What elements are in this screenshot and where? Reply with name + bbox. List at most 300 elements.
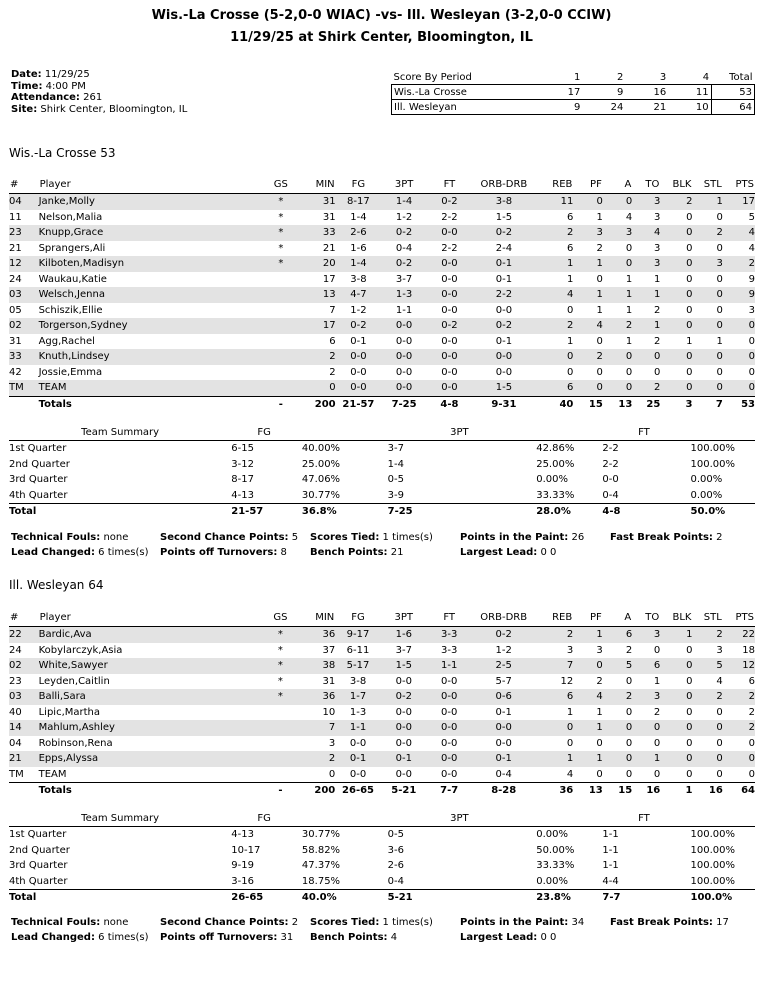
cell-pts: 2 xyxy=(748,706,755,718)
date-line: Date: 11/29/25 xyxy=(11,69,90,80)
total-pts: 53 xyxy=(723,396,755,412)
cell-player: Knupp,Grace xyxy=(39,225,264,241)
misc-tied: Scores Tied: 1 times(s) xyxy=(310,917,433,928)
cell-pf: 0 xyxy=(596,737,603,749)
cell-ft: 0-0 xyxy=(441,675,458,687)
summary-cell: 1-1 xyxy=(602,844,619,856)
summary-ft-header: FT xyxy=(602,811,685,827)
cell-to: 2 xyxy=(653,706,661,718)
misc-second: Second Chance Points: 5 xyxy=(160,532,299,543)
cell-ft: 0-0 xyxy=(427,349,472,365)
misc-tech: Technical Fouls: none xyxy=(11,532,129,543)
cell-pts: 0 xyxy=(723,318,755,334)
cell-player: Nelson,Malia xyxy=(38,211,103,223)
cell-player: Welsch,Jenna xyxy=(39,287,264,303)
cell-pts: 6 xyxy=(748,675,755,687)
cell-pts: 0 xyxy=(748,335,755,347)
player-row xyxy=(9,241,755,257)
summary-total-cell: 40.0% xyxy=(297,890,388,906)
cell-to: 0 xyxy=(653,366,661,378)
column-header-ft: FT xyxy=(427,176,472,194)
cell-to: 3 xyxy=(653,211,661,223)
summary-cell: 9-19 xyxy=(231,860,254,872)
cell-pts: 4 xyxy=(748,242,755,254)
summary-cell: 10-17 xyxy=(231,844,261,856)
summary-total-cell: 100.0% xyxy=(686,890,756,906)
summary-row xyxy=(9,457,755,473)
summary-cell: 47.37% xyxy=(301,860,341,872)
summary-total-cell: Total xyxy=(9,504,231,520)
cell-pf: 2 xyxy=(573,349,602,365)
cell-min: 2 xyxy=(329,366,336,378)
player-row xyxy=(9,627,755,643)
cell-to: 1 xyxy=(653,675,661,687)
player-row xyxy=(9,689,755,705)
cell-fg: 1-6 xyxy=(350,242,367,254)
cell-pts: 0 xyxy=(723,349,755,365)
cell-number: TM xyxy=(9,768,24,780)
cell-reb: 1 xyxy=(567,335,574,347)
cell-pf: 1 xyxy=(573,256,602,272)
cell-fg: 0-0 xyxy=(350,366,367,378)
cell-blk: 0 xyxy=(686,211,693,223)
summary-cell: 1-1 xyxy=(602,829,619,841)
summary-cell: 47.06% xyxy=(301,474,341,486)
cell-blk: 0 xyxy=(660,318,692,334)
cell-orb-drb: 0-2 xyxy=(472,225,536,241)
cell-number: 23 xyxy=(9,675,22,687)
player-row xyxy=(9,303,755,319)
summary-cell: 0-4 xyxy=(602,489,619,501)
cell-gs xyxy=(263,334,298,350)
cell-stl: 0 xyxy=(693,380,723,396)
cell-blk: 0 xyxy=(660,256,692,272)
cell-a: 0 xyxy=(625,768,633,780)
cell-blk: 0 xyxy=(686,644,693,656)
cell-stl: 4 xyxy=(716,675,723,687)
cell-reb: 1 xyxy=(566,706,574,718)
cell-number: 40 xyxy=(9,706,22,718)
cell-number: 14 xyxy=(9,720,39,736)
cell-orb-drb: 0-0 xyxy=(495,737,512,749)
cell-gs: * xyxy=(263,225,298,241)
summary-cell: 0.00% xyxy=(690,474,723,486)
summary-cell: 25.00% xyxy=(536,458,575,470)
cell-min: 10 xyxy=(322,706,336,718)
total-reb: 40 xyxy=(536,396,573,412)
cell-3pt: 0-2 xyxy=(381,225,427,241)
cell-gs: * xyxy=(263,256,298,272)
cell-pf: 0 xyxy=(573,380,602,396)
cell-reb: 11 xyxy=(536,194,573,210)
cell-ft: 0-0 xyxy=(427,380,472,396)
cell-blk: 1 xyxy=(686,335,693,347)
cell-orb-drb: 1-5 xyxy=(472,380,536,396)
cell-reb: 0 xyxy=(536,720,574,736)
cell-fg: 9-17 xyxy=(335,627,381,643)
cell-stl: 2 xyxy=(692,689,722,705)
cell-blk: 0 xyxy=(686,675,693,687)
cell-number: 24 xyxy=(9,273,22,285)
cell-player: Jossie,Emma xyxy=(38,366,103,378)
cell-blk: 0 xyxy=(660,689,692,705)
cell-ft: 0-0 xyxy=(441,706,458,718)
cell-min: 7 xyxy=(298,720,335,736)
cell-gs xyxy=(263,287,298,303)
summary-cell: 40.00% xyxy=(301,443,341,455)
cell-min: 0 xyxy=(328,768,336,780)
cell-reb: 0 xyxy=(536,349,573,365)
cell-ft: 0-0 xyxy=(427,720,472,736)
cell-blk: 0 xyxy=(660,225,692,241)
cell-a: 5 xyxy=(603,658,632,674)
misc-tied: Scores Tied: 1 times(s) xyxy=(310,532,433,543)
cell-pts: 0 xyxy=(748,737,755,749)
summary-cell: 6-15 xyxy=(231,443,254,455)
summary-total-cell: 26-65 xyxy=(231,890,297,906)
cell-orb-drb: 0-2 xyxy=(472,627,536,643)
column-header-player: Player xyxy=(39,609,263,627)
total-number xyxy=(9,783,39,799)
cell-orb-drb: 0-0 xyxy=(495,366,513,378)
cell-reb: 2 xyxy=(536,225,573,241)
summary-cell: 100.00% xyxy=(690,829,735,841)
cell-ft: 0-0 xyxy=(427,225,472,241)
summary-total-cell: 23.8% xyxy=(531,890,602,906)
cell-3pt: 1-6 xyxy=(381,627,427,643)
misc-largest: Largest Lead: 0 0 xyxy=(460,932,557,943)
misc-bench: Bench Points: 21 xyxy=(310,547,404,558)
cell-stl: 0 xyxy=(692,720,722,736)
cell-player: Kobylarczyk,Asia xyxy=(38,644,123,656)
cell-gs xyxy=(263,303,298,319)
cell-fg: 1-1 xyxy=(335,720,381,736)
summary-row xyxy=(9,827,755,843)
cell-a: 6 xyxy=(603,627,632,643)
player-row xyxy=(9,658,755,674)
cell-pts: 4 xyxy=(723,225,755,241)
summary-cell: 4-13 xyxy=(231,829,254,841)
cell-blk: 0 xyxy=(686,273,693,285)
cell-3pt: 0-0 xyxy=(381,349,427,365)
cell-reb: 4 xyxy=(566,768,574,780)
cell-gs xyxy=(263,365,298,381)
summary-row xyxy=(9,858,755,874)
cell-gs xyxy=(263,705,298,721)
summary-row xyxy=(9,874,755,890)
cell-ft: 0-0 xyxy=(441,273,458,285)
summary-cell: 25.00% xyxy=(301,458,341,470)
cell-ft: 0-0 xyxy=(441,366,458,378)
cell-orb-drb: 5-7 xyxy=(495,675,512,687)
cell-min: 20 xyxy=(298,256,335,272)
cell-reb: 2 xyxy=(536,318,573,334)
total-blk: 1 xyxy=(660,783,692,799)
cell-3pt: 0-2 xyxy=(381,689,427,705)
cell-a: 1 xyxy=(625,304,633,316)
column-header-gs: GS xyxy=(263,176,298,194)
cell-player: Agg,Rachel xyxy=(38,335,95,347)
box-score-table xyxy=(9,609,755,799)
cell-pf: 2 xyxy=(596,242,603,254)
cell-blk: 1 xyxy=(660,627,692,643)
cell-a: 1 xyxy=(625,273,633,285)
summary-total-cell: 28.0% xyxy=(531,504,602,520)
cell-3pt: 0-0 xyxy=(395,737,412,749)
cell-3pt: 0-0 xyxy=(395,768,412,780)
cell-to: 1 xyxy=(653,273,661,285)
cell-stl: 2 xyxy=(693,225,723,241)
cell-gs: * xyxy=(263,689,298,705)
total-min: 200 xyxy=(298,783,335,799)
cell-min: 37 xyxy=(322,644,336,656)
summary-cell: 0-5 xyxy=(387,474,404,486)
misc-paint: Points in the Paint: 34 xyxy=(460,917,585,928)
cell-reb: 0 xyxy=(567,304,574,316)
column-header-blk: BLK xyxy=(660,609,692,627)
cell-pts: 22 xyxy=(723,627,755,643)
report-subtitle: 11/29/25 at Shirk Center, Bloomington, IL xyxy=(230,30,533,45)
cell-ft: 2-2 xyxy=(441,242,458,254)
cell-stl: 0 xyxy=(716,366,723,378)
total-reb: 36 xyxy=(536,783,574,799)
player-row xyxy=(9,194,755,210)
cell-fg: 2-6 xyxy=(336,225,382,241)
cell-blk: 0 xyxy=(660,380,692,396)
cell-pf: 0 xyxy=(596,768,603,780)
cell-ft: 0-0 xyxy=(441,304,458,316)
column-header-number: # xyxy=(9,176,39,194)
cell-player: Sprangers,Ali xyxy=(38,242,106,254)
summary-cell: 100.00% xyxy=(690,860,735,872)
cell-orb-drb: 0-1 xyxy=(495,706,512,718)
cell-pts: 17 xyxy=(723,194,755,210)
cell-reb: 0 xyxy=(567,366,574,378)
cell-ft: 3-3 xyxy=(427,627,472,643)
cell-reb: 6 xyxy=(567,242,574,254)
cell-min: 17 xyxy=(322,273,336,285)
cell-to: 1 xyxy=(632,318,660,334)
cell-gs xyxy=(263,318,298,334)
cell-gs: * xyxy=(277,644,283,656)
misc-largest: Largest Lead: 0 0 xyxy=(460,547,557,558)
score-by-period-title: Score By Period xyxy=(393,71,472,83)
cell-ft: 1-1 xyxy=(427,658,472,674)
cell-3pt: 0-0 xyxy=(381,318,427,334)
cell-pf: 1 xyxy=(596,211,603,223)
summary-cell: 2nd Quarter xyxy=(9,458,70,470)
summary-cell: 1st Quarter xyxy=(9,829,67,841)
summary-cell: 33.33% xyxy=(536,489,575,501)
cell-player: White,Sawyer xyxy=(39,658,263,674)
cell-3pt: 0-0 xyxy=(395,675,412,687)
cell-ft: 0-0 xyxy=(427,751,472,767)
column-header-stl: STL xyxy=(692,609,722,627)
cell-stl: 0 xyxy=(693,349,723,365)
cell-fg: 1-3 xyxy=(349,706,367,718)
cell-stl: 0 xyxy=(716,273,723,285)
summary-fg-header: FG xyxy=(231,811,297,827)
total-to: 25 xyxy=(632,396,660,412)
score-by-period-table: Score By Period 1 2 3 4 Total Wis.-La Crosse 17 9 16 11 53 Ill. Wesleyan 9 24 21 10 64 xyxy=(393,71,753,113)
cell-3pt: 0-0 xyxy=(381,720,427,736)
cell-reb: 2 xyxy=(536,627,574,643)
player-row xyxy=(9,720,755,736)
cell-to: 0 xyxy=(632,349,660,365)
cell-a: 0 xyxy=(625,675,633,687)
cell-3pt: 1-1 xyxy=(395,304,413,316)
cell-pts: 2 xyxy=(723,689,755,705)
total-number xyxy=(9,396,39,412)
summary-total-cell: 50.0% xyxy=(686,504,756,520)
player-row xyxy=(9,210,755,226)
summary-total-cell: 7-25 xyxy=(388,504,532,520)
cell-3pt: 0-2 xyxy=(381,256,427,272)
column-header-min: MIN xyxy=(298,609,335,627)
cell-fg: 1-4 xyxy=(336,256,382,272)
cell-player: Epps,Alyssa xyxy=(39,751,263,767)
cell-stl: 0 xyxy=(716,242,723,254)
cell-blk: 0 xyxy=(686,304,693,316)
cell-stl: 0 xyxy=(693,318,723,334)
misc-lead: Lead Changed: 6 times(s) xyxy=(11,932,149,943)
summary-cell: 100.00% xyxy=(690,458,735,470)
summary-cell: 33.33% xyxy=(536,860,575,872)
summary-cell: 1-4 xyxy=(387,458,404,470)
totals-row xyxy=(9,783,755,799)
cell-pf: 1 xyxy=(596,706,603,718)
cell-fg: 0-1 xyxy=(335,751,381,767)
cell-ft: 3-3 xyxy=(441,644,458,656)
summary-row xyxy=(9,488,755,504)
cell-gs xyxy=(263,380,298,396)
cell-to: 0 xyxy=(632,720,660,736)
cell-stl: 0 xyxy=(716,737,723,749)
cell-pts: 2 xyxy=(723,720,755,736)
cell-pts: 2 xyxy=(723,256,755,272)
cell-to: 3 xyxy=(632,194,660,210)
cell-pts: 0 xyxy=(723,751,755,767)
cell-3pt: 0-0 xyxy=(381,380,427,396)
cell-fg: 5-17 xyxy=(335,658,381,674)
cell-pts: 9 xyxy=(748,273,755,285)
cell-number: 23 xyxy=(9,225,39,241)
column-header-a: A xyxy=(603,176,632,194)
cell-orb-drb: 2-5 xyxy=(472,658,536,674)
cell-blk: 0 xyxy=(686,706,693,718)
cell-3pt: 3-7 xyxy=(395,644,412,656)
column-header-player: Player xyxy=(39,176,264,194)
cell-reb: 7 xyxy=(536,658,574,674)
summary-total-cell: 5-21 xyxy=(388,890,532,906)
cell-orb-drb: 3-8 xyxy=(472,194,536,210)
player-row xyxy=(9,318,755,334)
total-min: 200 xyxy=(298,396,335,412)
cell-pf: 0 xyxy=(573,658,602,674)
team-summary-table xyxy=(9,811,755,906)
cell-min: 31 xyxy=(322,675,336,687)
cell-3pt: 0-0 xyxy=(395,706,412,718)
cell-number: 05 xyxy=(9,304,22,316)
cell-pts: 0 xyxy=(748,768,755,780)
summary-cell: 2nd Quarter xyxy=(9,844,70,856)
total-stl: 7 xyxy=(693,396,723,412)
summary-cell: 18.75% xyxy=(301,875,341,887)
cell-a: 0 xyxy=(625,242,633,254)
cell-pf: 0 xyxy=(596,366,603,378)
cell-a: 0 xyxy=(603,349,632,365)
team-summary-table xyxy=(9,425,755,520)
summary-cell: 1st Quarter xyxy=(9,443,67,455)
misc-paint: Points in the Paint: 26 xyxy=(460,532,585,543)
summary-cell: 3-9 xyxy=(387,489,404,501)
player-row xyxy=(9,256,755,272)
cell-ft: 0-0 xyxy=(441,768,458,780)
cell-min: 21 xyxy=(322,242,336,254)
cell-min: 31 xyxy=(298,194,335,210)
player-row xyxy=(9,349,755,365)
cell-fg: 6-11 xyxy=(346,644,370,656)
cell-number: 22 xyxy=(9,627,39,643)
summary-cell: 2-2 xyxy=(602,443,619,455)
cell-reb: 6 xyxy=(536,380,573,396)
cell-orb-drb: 0-1 xyxy=(472,751,536,767)
cell-pf: 0 xyxy=(573,194,602,210)
cell-3pt: 1-3 xyxy=(381,287,427,303)
cell-number: TM xyxy=(9,380,39,396)
report-title: Wis.-La Crosse (5-2,0-0 WIAC) -vs- Ill. Wesleyan (3-2,0-0 CCIW) xyxy=(151,8,612,23)
cell-player: Waukau,Katie xyxy=(38,273,107,285)
cell-player: Knuth,Lindsey xyxy=(39,349,264,365)
cell-gs xyxy=(263,767,298,783)
cell-number: 21 xyxy=(9,242,22,254)
cell-ft: 0-0 xyxy=(427,689,472,705)
cell-min: 0 xyxy=(298,380,335,396)
cell-pf: 3 xyxy=(596,644,603,656)
cell-player: Kilboten,Madisyn xyxy=(39,256,264,272)
cell-orb-drb: 0-2 xyxy=(472,318,536,334)
summary-total-cell: 21-57 xyxy=(231,504,297,520)
cell-stl: 3 xyxy=(716,644,723,656)
cell-pf: 3 xyxy=(573,225,602,241)
cell-ft: 0-2 xyxy=(427,194,472,210)
misc-turnovers: Points off Turnovers: 31 xyxy=(160,932,294,943)
totals-row xyxy=(9,396,755,412)
cell-stl: 1 xyxy=(716,335,723,347)
summary-cell: 100.00% xyxy=(690,875,735,887)
cell-a: 2 xyxy=(603,318,632,334)
cell-number: 24 xyxy=(9,644,22,656)
total-orb-drb: 9-31 xyxy=(472,396,536,412)
player-row xyxy=(9,705,755,721)
total-gs: - xyxy=(263,783,298,799)
summary-cell: 3rd Quarter xyxy=(9,860,68,872)
cell-player: Bardic,Ava xyxy=(39,627,263,643)
cell-pts: 12 xyxy=(723,658,755,674)
cell-stl: 2 xyxy=(692,627,722,643)
column-header-pts: PTS xyxy=(723,176,755,194)
player-row xyxy=(9,225,755,241)
player-row xyxy=(9,643,755,659)
cell-orb-drb: 0-6 xyxy=(472,689,536,705)
cell-a: 4 xyxy=(625,211,633,223)
cell-gs xyxy=(263,720,298,736)
cell-pts: 9 xyxy=(723,287,755,303)
column-header-to: TO xyxy=(632,176,660,194)
cell-player: Schiszik,Ellie xyxy=(38,304,103,316)
cell-to: 6 xyxy=(632,658,660,674)
cell-reb: 3 xyxy=(566,644,574,656)
